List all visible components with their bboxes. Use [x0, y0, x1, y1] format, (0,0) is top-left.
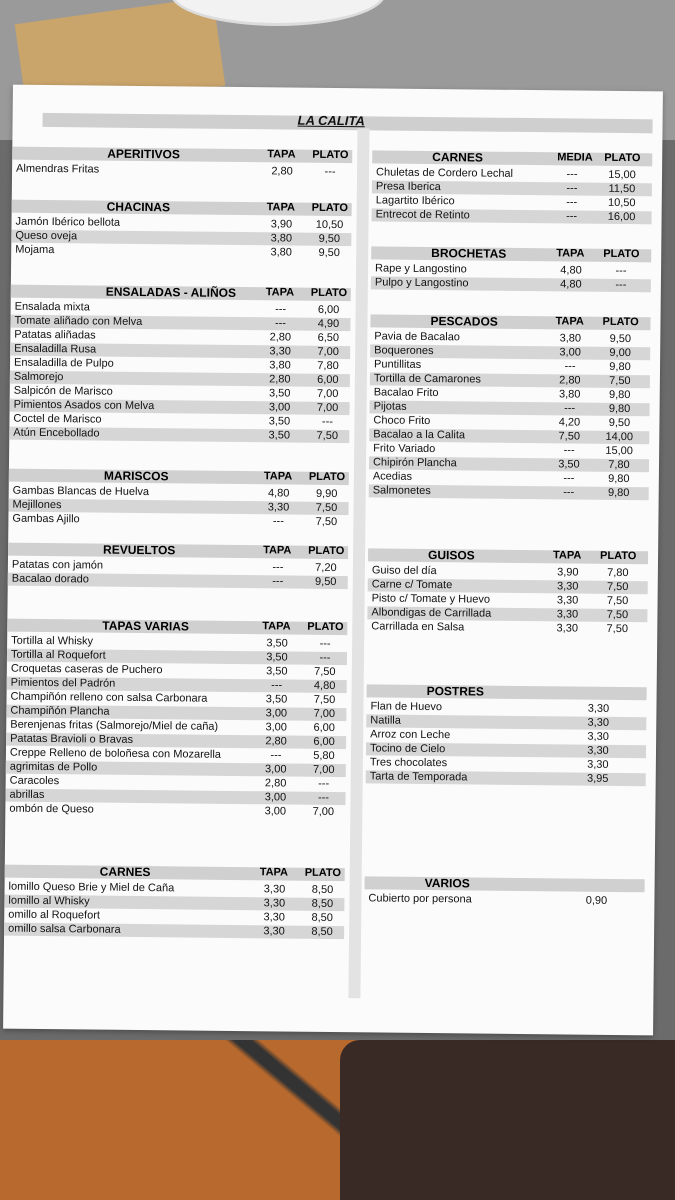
section-band: [5, 865, 345, 882]
column-header-2: PLATO: [603, 247, 640, 261]
menu-item-tapa-price: 3,50: [558, 458, 580, 471]
menu-item-name: Entrecot de Retinto: [375, 208, 470, 222]
menu-item-plato-price: 7,80: [607, 566, 629, 580]
menu-item-plato-price: 6,00: [317, 373, 339, 387]
menu-item-tapa-price: 7,50: [558, 430, 581, 443]
menu-item-plato-price: 9,50: [318, 246, 340, 260]
menu-title: LA CALITA: [297, 112, 365, 129]
menu-item-name: Flan de Huevo: [370, 700, 443, 714]
column-header-1: MEDIA: [557, 151, 593, 164]
column-header-1: TAPA: [262, 620, 291, 633]
menu-item-tapa-price: 3,80: [270, 232, 293, 245]
menu-item-name: Arroz con Leche: [370, 728, 451, 742]
column-header-2: PLATO: [604, 151, 641, 165]
section-title-varios: VARIOS: [424, 875, 470, 891]
menu-item-name: Choco Frito: [373, 414, 431, 428]
menu-item-tapa-price: ---: [566, 196, 578, 209]
section-band: [365, 876, 645, 892]
menu-item-name: Bacalao a la Calita: [373, 428, 466, 442]
column-header-2: PLATO: [602, 315, 639, 329]
bag: [340, 1040, 675, 1200]
menu-item-tapa-price: 3,80: [559, 332, 582, 345]
column-header-1: TAPA: [263, 544, 292, 557]
section-title-postres: POSTRES: [426, 683, 485, 699]
menu-item-tapa-price: ---: [272, 515, 284, 528]
menu-item-name: omillo al Roquefort: [8, 908, 101, 922]
menu-item-tapa-price: 3,90: [557, 566, 579, 579]
menu-item-plato-price: 7,00: [316, 387, 339, 401]
menu-item-name: ombón de Queso: [9, 802, 94, 816]
section-title-chacinas: CHACINAS: [106, 199, 171, 215]
menu-item-plato-price: 10,50: [607, 196, 636, 210]
menu-item-tapa-price: 3,30: [556, 580, 579, 593]
menu-item-name: Boquerones: [374, 344, 434, 358]
menu-item-name: Patatas Bravioli o Bravas: [10, 732, 134, 746]
column-header-2: PLATO: [308, 544, 345, 558]
menu-item-tapa-price: 3,00: [265, 707, 288, 720]
menu-item-tapa-price: 2,80: [264, 777, 287, 790]
menu-item-tapa-price: 4,80: [560, 264, 582, 277]
menu-item-name: Tortilla de Camarones: [373, 372, 481, 386]
menu-item-tapa-price: ---: [564, 402, 576, 415]
column-header-2: PLATO: [308, 470, 346, 484]
menu-item-plato-price: ---: [324, 165, 336, 179]
menu-item-name: Salmonetes: [372, 484, 431, 498]
section-title-carnes2: CARNES: [99, 864, 151, 880]
section-title-ensaladas: ENSALADAS - ALIÑOS: [105, 284, 237, 300]
menu-item-plato-price: 7,20: [315, 561, 337, 575]
section-title-carnes: CARNES: [432, 150, 483, 165]
menu-item-plato-price: 7,50: [606, 580, 629, 594]
column-header-1: TAPA: [267, 148, 296, 161]
menu-item-name: Tocino de Cielo: [369, 742, 446, 756]
menu-item-tapa-price: ---: [566, 182, 578, 195]
menu-item-name: Chuletas de Cordero Lechal: [375, 166, 514, 180]
menu-item-name: Berenjenas fritas (Salmorejo/Miel de caña): [10, 718, 219, 733]
menu-item-tapa-price: 3,30: [263, 897, 286, 910]
column-header-1: TAPA: [556, 247, 585, 260]
menu-item-tapa-price: 4,80: [267, 487, 290, 500]
menu-item-plato-price: ---: [317, 791, 330, 804]
menu-item-name: agrimitas de Pollo: [9, 760, 98, 774]
menu-item-tapa-price: 3,50: [268, 429, 291, 442]
section-title-guisos: GUISOS: [427, 547, 475, 563]
menu-item-name: abrillas: [9, 788, 45, 801]
menu-item-name: Lagartito Ibérico: [375, 194, 455, 208]
column-header-2: PLATO: [304, 866, 342, 880]
menu-item-plato-price: 6,00: [313, 721, 336, 735]
menu-item-name: Pavia de Bacalao: [374, 330, 461, 344]
menu-item-name: Tortilla al Roquefort: [10, 648, 106, 662]
menu-item-plato-price: ---: [615, 264, 627, 278]
menu-item-tapa-price: ---: [563, 486, 575, 499]
menu-item-tapa-price: ---: [566, 168, 578, 181]
menu-item-name: Ensalada mixta: [14, 300, 90, 314]
section-title-aperitivos: APERITIVOS: [107, 146, 181, 162]
menu-item-plato-price: 15,00: [605, 444, 633, 458]
menu-item-plato-price: 7,80: [317, 359, 339, 373]
menu-item-plato-price: ---: [615, 278, 627, 292]
column-header-1: TAPA: [552, 549, 582, 562]
menu-item-name: Bacalao dorado: [11, 572, 89, 586]
menu-item-tapa-price: 3,30: [263, 883, 286, 896]
menu-item-name: Mejillones: [12, 498, 62, 512]
menu-item-tapa-price: 2,80: [271, 165, 293, 178]
menu-item-plato-price: 7,50: [606, 622, 629, 636]
menu-item-name: Carrillada en Salsa: [371, 620, 465, 634]
menu-item-name: Rape y Langostino: [374, 262, 467, 276]
menu-item-plato-price: 7,50: [609, 374, 631, 388]
menu-item-plato-price: 9,50: [314, 575, 337, 589]
menu-item-plato-price: 8,50: [311, 911, 334, 925]
menu-item-plato-price: 11,50: [608, 182, 636, 196]
menu-item-plato-price: 9,80: [608, 388, 631, 402]
menu-item-name: Chipirón Plancha: [372, 456, 457, 470]
menu-item-name: Croquetas caseras de Puchero: [10, 662, 163, 677]
column-header-2: PLATO: [599, 549, 637, 563]
menu-item-plato-price: 3,30: [587, 716, 610, 729]
menu-item-plato-price: 7,00: [317, 345, 339, 359]
section-title-mariscos: MARISCOS: [103, 468, 169, 484]
menu-item-plato-price: 9,50: [608, 416, 631, 430]
menu-item-plato-price: 3,95: [586, 772, 609, 785]
menu-item-plato-price: 7,00: [313, 707, 336, 721]
menu-item-tapa-price: ---: [274, 317, 287, 330]
menu-item-name: Cubierto por persona: [368, 892, 472, 906]
menu-item-tapa-price: 2,80: [269, 373, 291, 386]
menu-item-tapa-price: 3,80: [270, 246, 292, 259]
menu-item-name: Ensaladilla Rusa: [14, 342, 97, 356]
menu-item-name: Presa Iberica: [375, 180, 441, 194]
column-header-1: TAPA: [259, 866, 289, 879]
menu-item-tapa-price: ---: [271, 679, 283, 692]
menu-item-plato-price: 16,00: [607, 210, 636, 224]
menu-item-tapa-price: 3,30: [556, 622, 579, 635]
menu-item-plato-price: 9,00: [609, 346, 631, 360]
menu-item-tapa-price: 2,80: [265, 735, 287, 748]
column-header-1: TAPA: [265, 286, 295, 299]
menu-item-tapa-price: ---: [275, 303, 287, 316]
column-header-2: PLATO: [307, 620, 344, 634]
menu-item-plato-price: ---: [319, 637, 331, 650]
menu-item-name: Puntillitas: [373, 358, 422, 371]
menu-item-tapa-price: 3,50: [268, 415, 291, 428]
menu-item-plato-price: ---: [321, 415, 334, 428]
menu-item-plato-price: 3,30: [587, 758, 609, 771]
menu-item-tapa-price: ---: [563, 444, 575, 457]
menu-item-name: Jamón Ibérico bellota: [15, 215, 121, 229]
menu-item-plato-price: ---: [319, 651, 331, 664]
menu-item-name: Tomate aliñado con Melva: [14, 314, 143, 328]
menu-item-name: Gambas Blancas de Huelva: [12, 484, 150, 499]
column-header-2: PLATO: [310, 286, 348, 300]
section-band: [12, 200, 352, 217]
section-band: [9, 469, 349, 486]
menu-item-name: Champiñón relleno con salsa Carbonara: [10, 690, 208, 705]
menu-item-tapa-price: 3,50: [266, 665, 288, 678]
menu-item-plato-price: 0,90: [585, 894, 608, 907]
menu-item-plato-price: 14,00: [605, 430, 634, 444]
menu-item-name: Ensaladilla de Pulpo: [13, 356, 114, 370]
menu-item-plato-price: 15,00: [608, 168, 636, 182]
menu-item-name: Pulpo y Langostino: [374, 276, 469, 290]
menu-item-name: Atún Encebollado: [13, 426, 100, 440]
menu-item-tapa-price: 3,00: [265, 721, 288, 734]
menu-item-name: Tortilla al Whisky: [11, 634, 94, 648]
menu-item-tapa-price: 3,30: [269, 345, 291, 358]
section-title-revueltos: REVUELTOS: [103, 542, 176, 558]
menu-item-tapa-price: 3,50: [266, 651, 288, 664]
menu-item-plato-price: 7,50: [314, 665, 336, 679]
menu-item-name: lomillo Queso Brie y Miel de Caña: [8, 880, 175, 895]
menu-item-plato-price: 3,30: [587, 730, 609, 743]
menu-item-tapa-price: 3,00: [265, 763, 287, 776]
menu-item-name: Pimientos Asados con Melva: [13, 398, 155, 413]
menu-item-tapa-price: 3,30: [263, 911, 286, 924]
menu-item-name: Acedias: [372, 470, 413, 483]
menu-item-tapa-price: 3,00: [264, 805, 287, 818]
menu-item-plato-price: 7,00: [316, 401, 339, 415]
menu-item-plato-price: 7,80: [608, 458, 630, 472]
menu-item-plato-price: 5,80: [313, 749, 335, 763]
menu-item-tapa-price: 3,30: [263, 925, 285, 938]
menu-item-name: Coctel de Marisco: [13, 412, 102, 426]
menu-item-tapa-price: ---: [564, 360, 576, 373]
menu-item-name: Pimientos del Padrón: [10, 676, 116, 690]
menu-item-plato-price: 7,50: [606, 594, 629, 608]
menu-item-plato-price: 7,50: [315, 501, 338, 515]
menu-item-name: Almendras Fritas: [16, 162, 100, 176]
menu-item-tapa-price: 3,30: [556, 608, 579, 621]
menu-item-name: Natilla: [370, 714, 401, 727]
column-header-2: PLATO: [311, 201, 349, 215]
menu-item-tapa-price: 3,30: [267, 501, 290, 514]
menu-item-name: omillo salsa Carbonara: [8, 922, 121, 936]
menu-item-tapa-price: ---: [563, 472, 575, 485]
menu-item-name: Bacalao Frito: [373, 386, 439, 400]
menu-item-name: Salmorejo: [13, 370, 64, 384]
menu-item-plato-price: 7,50: [606, 608, 629, 622]
menu-item-plato-price: 3,30: [587, 702, 610, 715]
menu-item-name: Tarta de Temporada: [369, 770, 468, 784]
menu-item-tapa-price: 3,90: [270, 218, 293, 231]
menu-item-name: Pisto c/ Tomate y Huevo: [371, 592, 491, 606]
menu-item-name: Carne c/ Tomate: [371, 578, 453, 592]
column-header-2: PLATO: [312, 148, 349, 162]
menu-item-tapa-price: 3,80: [558, 388, 581, 401]
menu-item-plato-price: 4,80: [313, 679, 336, 693]
menu-item-plato-price: 7,50: [316, 429, 339, 443]
menu-item-plato-price: 9,50: [318, 232, 341, 246]
menu-item-name: Caracoles: [9, 774, 60, 788]
menu-item-plato-price: 7,00: [313, 763, 335, 777]
menu-item-plato-price: 7,50: [315, 515, 338, 529]
menu-item-plato-price: 8,50: [311, 925, 333, 939]
menu-item-tapa-price: 3,00: [268, 401, 291, 414]
menu-item-tapa-price: 3,50: [265, 693, 288, 706]
menu-item-plato-price: 8,50: [311, 883, 334, 897]
menu-item-tapa-price: 3,50: [268, 387, 291, 400]
menu-item-name: Albondigas de Carrillada: [371, 606, 492, 620]
menu-item-tapa-price: 4,20: [558, 416, 581, 429]
menu-sheet: [3, 85, 663, 1036]
menu-item-name: Queso oveja: [15, 229, 78, 243]
menu-item-plato-price: 9,50: [609, 332, 632, 346]
menu-item-name: Patatas con jamón: [11, 558, 104, 572]
menu-item-plato-price: 9,80: [607, 486, 630, 500]
menu-item-plato-price: ---: [318, 777, 330, 790]
menu-item-plato-price: 6,00: [317, 303, 340, 317]
menu-item-tapa-price: ---: [272, 561, 284, 574]
menu-item-name: Tres chocolates: [369, 756, 448, 770]
menu-item-plato-price: 9,90: [315, 487, 338, 501]
menu-item-name: lomillo al Whisky: [8, 894, 90, 908]
section-title-tapas: TAPAS VARIAS: [102, 618, 190, 634]
section-band: [8, 543, 348, 560]
column-header-1: TAPA: [263, 470, 293, 483]
section-title-pescados: PESCADOS: [430, 314, 498, 329]
menu-item-plato-price: 3,30: [587, 744, 609, 757]
menu-item-tapa-price: ---: [272, 575, 284, 588]
menu-item-name: Patatas aliñadas: [14, 328, 96, 342]
menu-item-tapa-price: 3,00: [559, 346, 581, 359]
menu-item-name: Creppe Relleno de boloñesa con Mozarella: [9, 746, 221, 761]
menu-item-plato-price: 9,80: [608, 402, 631, 416]
menu-item-tapa-price: 4,80: [560, 278, 582, 291]
menu-item-name: Pijotas: [373, 400, 407, 413]
section-band: [12, 147, 352, 164]
menu-item-name: Guiso del día: [371, 564, 437, 578]
menu-item-tapa-price: 3,50: [266, 637, 288, 650]
menu-item-plato-price: 8,50: [311, 897, 334, 911]
menu-item-plato-price: 4,90: [317, 317, 340, 331]
menu-item-tapa-price: ---: [270, 749, 282, 762]
section-title-brochetas: BROCHETAS: [431, 246, 507, 261]
menu-item-plato-price: 9,80: [608, 472, 630, 486]
column-divider: [348, 128, 369, 998]
menu-item-plato-price: 6,00: [313, 735, 335, 749]
menu-item-name: Champiñón Plancha: [10, 704, 110, 718]
menu-item-name: Salpicón de Marisco: [13, 384, 113, 398]
menu-item-plato-price: 7,00: [312, 805, 335, 819]
menu-item-name: Mojama: [15, 243, 55, 257]
menu-item-tapa-price: 2,80: [269, 331, 292, 344]
column-header-1: TAPA: [555, 315, 584, 328]
menu-item-tapa-price: 2,80: [559, 374, 581, 387]
menu-item-plato-price: 6,50: [317, 331, 340, 345]
column-header-1: TAPA: [266, 201, 296, 214]
menu-item-tapa-price: 3,00: [264, 791, 287, 804]
menu-item-plato-price: 9,80: [609, 360, 631, 374]
menu-item-tapa-price: 3,80: [269, 359, 291, 372]
menu-item-tapa-price: 3,30: [556, 594, 579, 607]
menu-item-name: Frito Variado: [373, 442, 436, 456]
menu-item-plato-price: 10,50: [315, 218, 344, 232]
menu-item-name: Gambas Ajillo: [12, 512, 80, 526]
section-band: [367, 684, 647, 700]
menu-item-plato-price: 7,50: [313, 693, 336, 707]
menu-item-tapa-price: ---: [566, 210, 578, 223]
